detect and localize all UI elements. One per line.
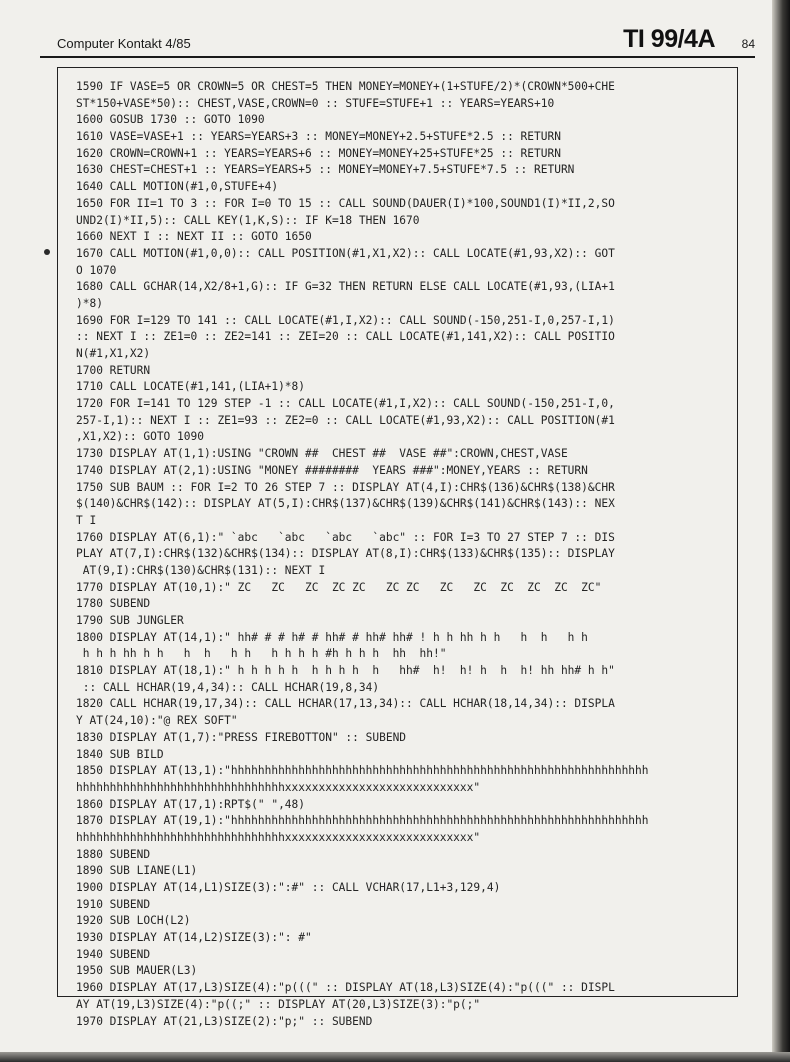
code-line: ST*150+VASE*50):: CHEST,VASE,CROWN=0 :: STUFE=STUFE+1 :: YEARS=YEARS+10 [76, 96, 555, 110]
code-line: Y AT(24,10):"@ REX SOFT" [76, 714, 238, 728]
code-line: 1890 SUB LIANE(L1) [76, 864, 198, 878]
code-line: 1950 SUB MAUER(L3) [76, 964, 198, 978]
code-line: 1630 CHEST=CHEST+1 :: YEARS=YEARS+5 :: MONEY=MONEY+7.5+STUFE*7.5 :: RETURN [76, 163, 575, 177]
code-line: T I [76, 513, 97, 527]
code-line: 1880 SUBEND [76, 847, 151, 861]
code-line: 1820 CALL HCHAR(19,17,34):: CALL HCHAR(17,13,34):: CALL HCHAR(18,14,34):: DISPLA [76, 697, 615, 711]
system-title: TI 99/4A [623, 25, 715, 53]
code-line: 1900 DISPLAY AT(14,L1)SIZE(3):":#" :: CALL VCHAR(17,L1+3,129,4) [76, 881, 501, 894]
code-line: 1780 SUBEND [76, 597, 151, 611]
code-line: 1600 GOSUB 1730 :: GOTO 1090 [76, 113, 265, 127]
code-line: 1680 CALL GCHAR(14,X2/8+1,G):: IF G=32 THEN RETURN ELSE CALL LOCATE(#1,93,(LIA+1 [76, 280, 615, 294]
code-line: )*8) [76, 296, 103, 310]
code-line: 1730 DISPLAY AT(1,1):USING "CROWN ## CHEST ## VASE ##":CROWN,CHEST,VASE [76, 447, 568, 461]
binder-hole [44, 249, 50, 255]
code-line: 1770 DISPLAY AT(10,1):" ZC ZC ZC ZC ZC ZC ZC ZC ZC ZC ZC ZC ZC" [76, 580, 602, 594]
code-line: 1760 DISPLAY AT(6,1):" `abc `abc `abc `abc" :: FOR I=3 TO 27 STEP 7 :: DIS [76, 530, 615, 544]
code-line: 1700 RETURN [76, 363, 151, 377]
code-line: 1790 SUB JUNGLER [76, 614, 184, 627]
code-line: 1740 DISPLAY AT(2,1):USING "MONEY ######## YEARS ###":MONEY,YEARS :: RETURN [76, 463, 588, 477]
code-line: 1640 CALL MOTION(#1,0,STUFE+4) [76, 180, 279, 194]
code-line: $(140)&CHR$(142):: DISPLAY AT(5,I):CHR$(137)&CHR$(139)&CHR$(141)&CHR$(143):: NEX [76, 497, 615, 511]
page-edge-shadow [772, 0, 790, 1062]
code-line: 1750 SUB BAUM :: FOR I=2 TO 26 STEP 7 :: DISPLAY AT(4,I):CHR$(136)&CHR$(138)&CHR [76, 480, 615, 494]
code-line: 1860 DISPLAY AT(17,1):RPT$(" ",48) [76, 797, 306, 811]
code-line: 1910 SUBEND [76, 897, 151, 911]
code-line: AT(9,I):CHR$(130)&CHR$(131):: NEXT I [76, 563, 326, 577]
code-line: PLAY AT(7,I):CHR$(132)&CHR$(134):: DISPLAY AT(8,I):CHR$(133)&CHR$(135):: DISPLAY [76, 547, 615, 561]
code-line: 257-I,1):: NEXT I :: ZE1=93 :: ZE2=0 :: CALL LOCATE(#1,93,X2):: CALL POSITION(#1 [76, 413, 615, 427]
header-rule [40, 56, 755, 58]
code-line: hhhhhhhhhhhhhhhhhhhhhhhhhhhhhhhxxxxxxxxxxxxxxxxxxxxxxxxxxxx" [76, 780, 481, 794]
scan-bottom-edge [0, 1052, 790, 1062]
page-header [40, 22, 755, 60]
magazine-issue: Computer Kontakt 4/85 [57, 36, 191, 51]
code-line: :: CALL HCHAR(19,4,34):: CALL HCHAR(19,8,34) [76, 680, 380, 694]
code-line: hhhhhhhhhhhhhhhhhhhhhhhhhhhhhhhxxxxxxxxxxxxxxxxxxxxxxxxxxxx" [76, 830, 481, 844]
code-line: 1610 VASE=VASE+1 :: YEARS=YEARS+3 :: MONEY=MONEY+2.5+STUFE*2.5 :: RETURN [76, 130, 561, 144]
code-line: ,X1,X2):: GOTO 1090 [76, 430, 204, 444]
code-line: 1670 CALL MOTION(#1,0,0):: CALL POSITION(#1,X1,X2):: CALL LOCATE(#1,93,X2):: GOT [76, 246, 615, 260]
code-line: 1870 DISPLAY AT(19,1):"hhhhhhhhhhhhhhhhhhhhhhhhhhhhhhhhhhhhhhhhhhhhhhhhhhhhhhhhhhhhhh [76, 814, 649, 828]
code-line: 1690 FOR I=129 TO 141 :: CALL LOCATE(#1,I,X2):: CALL SOUND(-150,251-I,0,257-I,1) [76, 313, 615, 327]
code-line: O 1070 [76, 263, 117, 277]
code-line: :: NEXT I :: ZE1=0 :: ZE2=141 :: ZEI=20 :: CALL LOCATE(#1,141,X2):: CALL POSITIO [76, 330, 615, 344]
basic-program-listing [76, 79, 736, 1030]
code-line: 1960 DISPLAY AT(17,L3)SIZE(4):"p(((" :: DISPLAY AT(18,L3)SIZE(4):"p(((" :: DISPL [76, 981, 615, 995]
code-line: 1720 FOR I=141 TO 129 STEP -1 :: CALL LOCATE(#1,I,X2):: CALL SOUND(-150,251-I,0, [76, 397, 615, 411]
code-line: 1930 DISPLAY AT(14,L2)SIZE(3):": #" [76, 931, 312, 945]
code-line: AY AT(19,L3)SIZE(4):"p((;" :: DISPLAY AT(20,L3)SIZE(3):"p(;" [76, 997, 481, 1011]
code-line: 1970 DISPLAY AT(21,L3)SIZE(2):"p;" :: SUBEND [76, 1014, 373, 1028]
code-line: 1590 IF VASE=5 OR CROWN=5 OR CHEST=5 THEN MONEY=MONEY+(1+STUFE/2)*(CROWN*500+CHE [76, 80, 615, 93]
code-line: UND2(I)*II,5):: CALL KEY(1,K,S):: IF K=18 THEN 1670 [76, 213, 420, 227]
code-line: 1710 CALL LOCATE(#1,141,(LIA+1)*8) [76, 380, 306, 394]
code-line: 1830 DISPLAY AT(1,7):"PRESS FIREBOTTON" :: SUBEND [76, 730, 407, 744]
code-line: 1920 SUB LOCH(L2) [76, 914, 191, 928]
code-line: 1620 CROWN=CROWN+1 :: YEARS=YEARS+6 :: MONEY=MONEY+25+STUFE*25 :: RETURN [76, 146, 561, 160]
code-line: 1850 DISPLAY AT(13,1):"hhhhhhhhhhhhhhhhhhhhhhhhhhhhhhhhhhhhhhhhhhhhhhhhhhhhhhhhhhhhhh [76, 764, 649, 778]
code-line: 1840 SUB BILD [76, 747, 164, 761]
code-line: 1940 SUBEND [76, 947, 151, 961]
code-line: h h h hh h h h h h h h h h h #h h h h hh hh!" [76, 647, 447, 661]
code-line: 1660 NEXT I :: NEXT II :: GOTO 1650 [76, 230, 312, 244]
code-line: 1650 FOR II=1 TO 3 :: FOR I=0 TO 15 :: CALL SOUND(DAUER(I)*100,SOUND1(I)*II,2,SO [76, 196, 615, 210]
code-line: 1810 DISPLAY AT(18,1):" h h h h h h h h h h hh# h! h! h h h! hh hh# h h" [76, 664, 615, 678]
code-line: 1800 DISPLAY AT(14,1):" hh# # # h# # hh# # hh# hh# ! h h hh h h h h h h [76, 630, 588, 644]
code-line: N(#1,X1,X2) [76, 347, 151, 360]
page-number: 84 [741, 37, 755, 51]
